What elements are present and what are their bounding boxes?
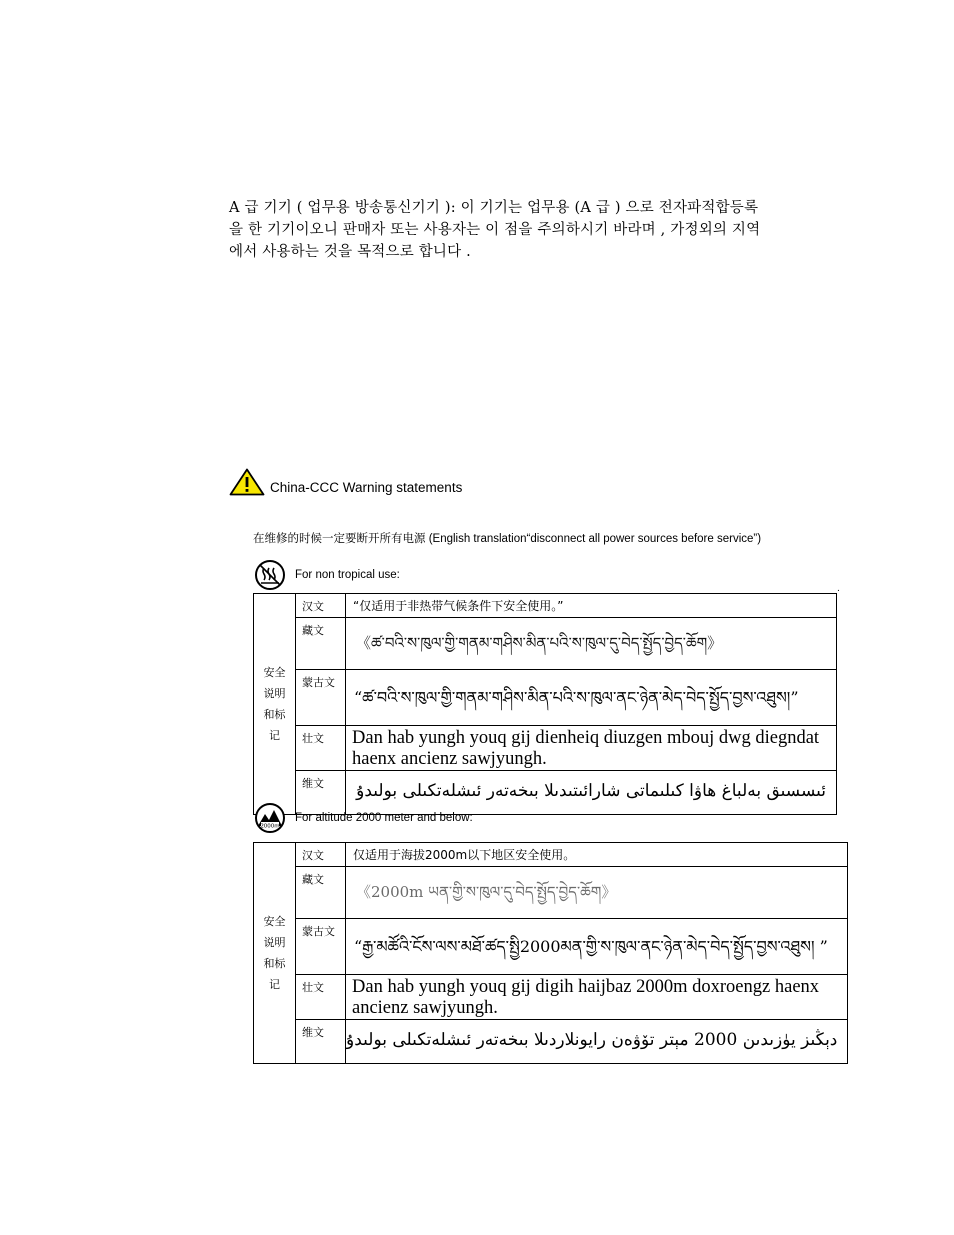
chinese-text: 仅适用于海拔2000m以下地区安全使用。	[353, 848, 576, 862]
side-label-line: 说明	[263, 687, 286, 700]
chinese-text: “仅适用于非热带气候条件下安全使用。”	[353, 599, 564, 613]
tibetan-text: 《ཚ་བའི་ས་ཁུལ་གྱི་གནམ་གཤིས་མིན་པའི་ས་ཁུལ་དུ་བེད་སྤྱོད་བྱེད་ཆོག》	[356, 634, 723, 652]
lang-label: 汉文	[296, 594, 346, 618]
non-tropical-heading-text: For non tropical use:	[295, 569, 400, 581]
lang-label: 蒙古文	[296, 919, 346, 975]
side-label-line: 记	[269, 729, 280, 742]
tibetan-text: 《2000m ཡན་གྱི་ས་ཁུལ་དུ་བེད་སྤྱོད་བྱེད་ཆོག》	[356, 883, 617, 901]
altitude-heading	[254, 802, 473, 834]
side-label-line: 安全	[263, 666, 286, 679]
lang-label: 维文	[296, 1020, 346, 1064]
non-tropical-label-table	[253, 593, 837, 815]
altitude-heading-text: For altitude 2000 meter and below:	[295, 812, 473, 824]
korean-notice-line: A 급 기기 ( 업무용 방송통신기기 ): 이 기기는 업무용 (A 급 ) 으로 전자파적합등록	[229, 200, 759, 216]
mongolian-text: “རྒྱ་མཚོའི་ངོས་ལས་མཐོ་ཚད་སྤྱི2000མན་གྱི་ས་ཁུལ་ནང་ཉེན་མེད་བེད་སྤྱོད་བྱས་འཐུས། ”	[354, 937, 828, 956]
lang-label: 藏文	[296, 618, 346, 670]
zhuang-text: Dan hab yungh youq gij digih haijbaz 2000m doxroengz haenx ancienz sawjyungh.	[352, 977, 820, 1018]
ccc-warning-title: China-CCC Warning statements	[270, 480, 463, 495]
svg-text:2000m: 2000m	[260, 823, 280, 830]
lang-label: 壮文	[296, 726, 346, 771]
uyghur-text: ئىسسىق بەلباغ ھاۋا كىلىماتى شارائىتىدىلا بىخەتەر ئىشلەتكىلى بولىدۇ	[356, 781, 826, 801]
non-tropical-heading	[254, 559, 400, 591]
ccc-warning-header	[229, 468, 462, 496]
lang-label: 蒙古文	[296, 670, 346, 726]
zhuang-text: Dan hab yungh youq gij dienheiq diuzgen mbouj dwg diegndat haenx ancienz sawjyungh.	[352, 728, 820, 769]
side-label-line: 和标	[263, 957, 286, 970]
side-label-line: 记	[269, 978, 280, 991]
side-label-line: 和标	[263, 708, 286, 721]
lang-label: 壮文	[296, 975, 346, 1020]
korean-notice-line: 에서 사용하는 것을 목적으로 합니다 .	[229, 244, 471, 260]
altitude-label-table	[253, 842, 848, 1064]
warning-triangle-icon	[229, 468, 265, 496]
mongolian-text: “ཚ་བའི་ས་ཁུལ་གྱི་གནམ་གཤིས་མིན་པའི་ས་ཁུལ་ནང་ཉེན་མེད་བེད་སྤྱོད་བྱས་འཐུས།”	[354, 688, 799, 707]
korean-notice-line: 을 한 기기이오니 판매자 또는 사용자는 이 점을 주의하시기 바라며 , 가정외의 지역	[229, 222, 761, 238]
side-label-line: 安全	[263, 915, 286, 928]
lang-label: 汉文	[296, 843, 346, 867]
safety-label-cell	[254, 594, 296, 815]
korean-class-a-notice	[229, 197, 809, 263]
non-tropical-symbol-icon	[254, 559, 286, 591]
altitude-2000m-symbol-icon	[254, 802, 286, 834]
safety-label-cell	[254, 843, 296, 1064]
uyghur-text: دېڭىز يۈزىدىن 2000 مېتر تۆۋەن رايونلاردىلا بىخەتەر ئىشلەتكىلى بولىدۇ	[346, 1030, 838, 1050]
lang-label: 维文	[296, 771, 346, 815]
margin-tick: .	[837, 584, 840, 594]
lang-label: 藏文	[296, 867, 346, 919]
disconnect-power-notice: 在维修的时候一定要断开所有电源 (English translation“disconnect all power sources before service”)	[253, 533, 762, 545]
side-label-line: 说明	[263, 936, 286, 949]
